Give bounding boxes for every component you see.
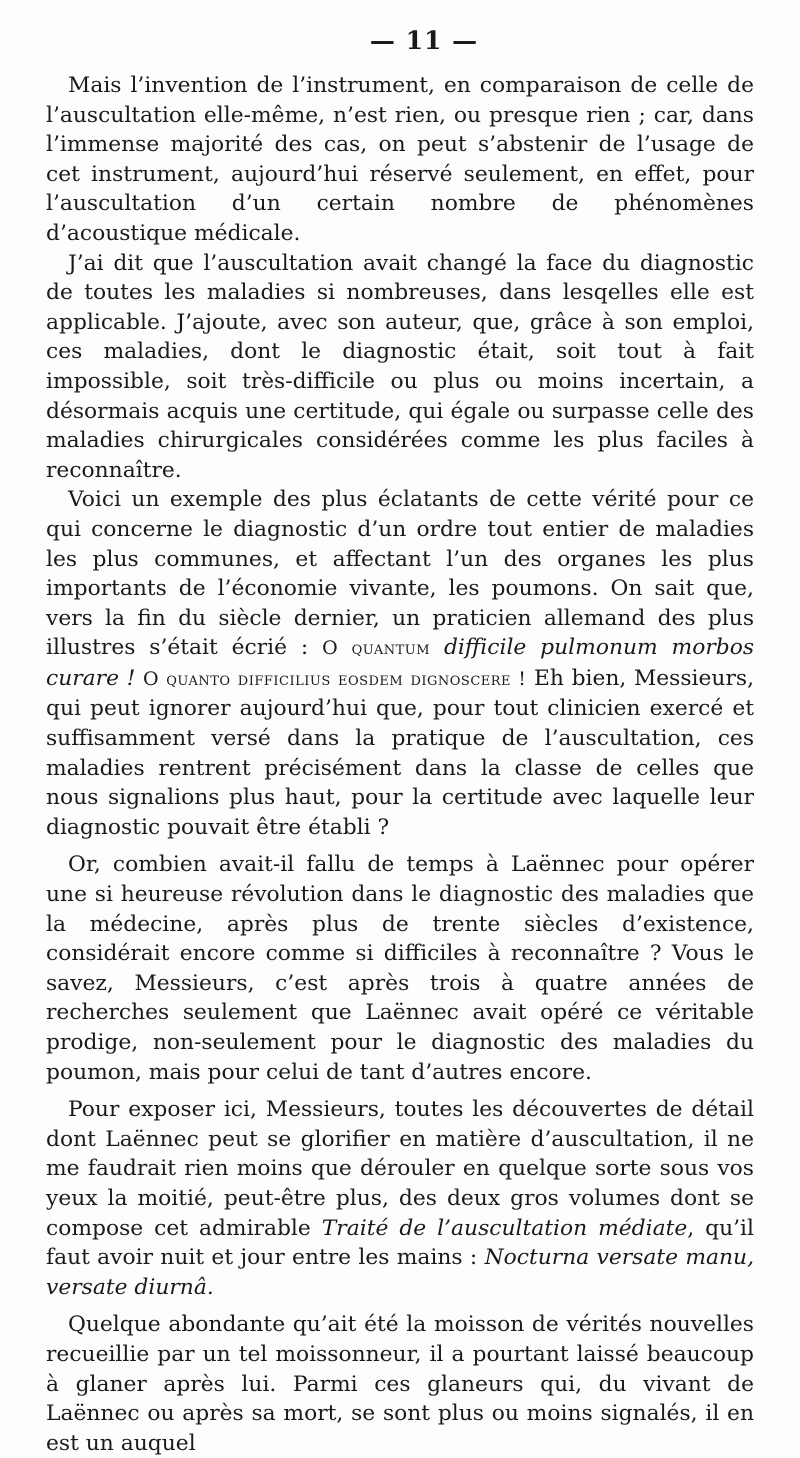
latin-motto: Nocturna versate manu, versate diurnâ. xyxy=(46,1245,754,1300)
paragraph-6: Quelque abondante qu’ait été la moisson de vérités nouvelles recueillie par un tel moissonneur, il a pourtant laissé beaucoup à glaner après lui. Parmi ces glaneurs qui, du vivant de Laënnec ou après sa mort, se sont plus ou moins signalés, il en est un auquel xyxy=(46,1312,754,1456)
book-title: Traité de l’auscultation médiate xyxy=(321,1215,688,1241)
paragraph-3 xyxy=(46,485,754,842)
paragraph-5-continuation: , qu’il faut avoir nuit et jour entre les mains : xyxy=(46,1215,754,1271)
latin-exclamation-2: O quanto difficilius eosdem dignoscere ! xyxy=(142,667,527,690)
paragraph-3-text: Voici un exemple des plus éclatants de cette vérité pour ce qui concerne le diagnostic d’un ordre tout entier de maladies les plus communes, et affectant l’un des organes les plus importants de l’économie vivante, les poumons. On sait que, vers la fin du siècle dernier, un praticien allemand des plus illustres s’était écrié : xyxy=(46,487,754,661)
latin-quote-italic: difficile pulmonum morbos curare ! xyxy=(46,635,755,691)
paragraph-3-continuation: Eh bien, Messieurs, qui peut ignorer aujourd’hui que, pour tout clinicien exercé et suffisamment versé dans la pratique de l’auscultation, ces maladies rentrent précisément dans la classe de celles que nous signalions plus haut, pour la certitude avec laquelle leur diagnostic pouvait être établi ? xyxy=(46,665,754,840)
paragraph-5 xyxy=(46,1095,754,1302)
paragraph-4: Or, combien avait-il fallu de temps à Laënnec pour opérer une si heureuse révolution dans le diagnostic des maladies que la médecine, après plus de trente siècles d’existence, considérait encore comme si difficiles à reconnaître ? Vous le savez, Messieurs, c’est après trois à quatre années de recherches seulement que Laënnec avait opéré ce véritable prodige, non-seulement pour le diagnostic des maladies du poumon, mais pour celui de tant d’autres encore. xyxy=(46,852,754,1085)
paragraph-2: J’ai dit que l’auscultation avait changé la face du diagnostic de toutes les maladies si nombreuses, dans lesqelles elle est applicable. J’ajoute, avec son auteur, que, grâce à son emploi, ces maladies, dont le diagnostic était, soit tout à fait impossible, soit très-difficile ou plus ou moins incertain, a désormais acquis une certitude, qui égale ou surpasse celle des maladies chirurgicales considérées comme les plus faciles à reconnaître. xyxy=(46,250,754,483)
paragraph-1: Mais l’invention de l’instrument, en comparaison de celle de l’auscultation elle-même, n’est rien, ou presque rien ; car, dans l’immense majorité des cas, on peut s’abstenir de l’usage de cet instrument, aujourd’hui réservé seulement, en effet, pour l’auscultation d’un certain nombre de phénomènes d’acoustique médicale. xyxy=(46,73,754,246)
latin-exclamation-1: O quantum xyxy=(322,637,431,660)
body-text xyxy=(46,71,754,1458)
paragraph-5-text: Pour exposer ici, Messieurs, toutes les découvertes de détail dont Laënnec peut se glorifier en matière d’auscultation, il ne me faudrait rien moins que dérouler en quelque sorte sous vos yeux la moitié, peut-être plus, des deux gros volumes dont se compose cet admirable xyxy=(46,1097,754,1241)
page-number: — 11 — xyxy=(369,26,479,55)
